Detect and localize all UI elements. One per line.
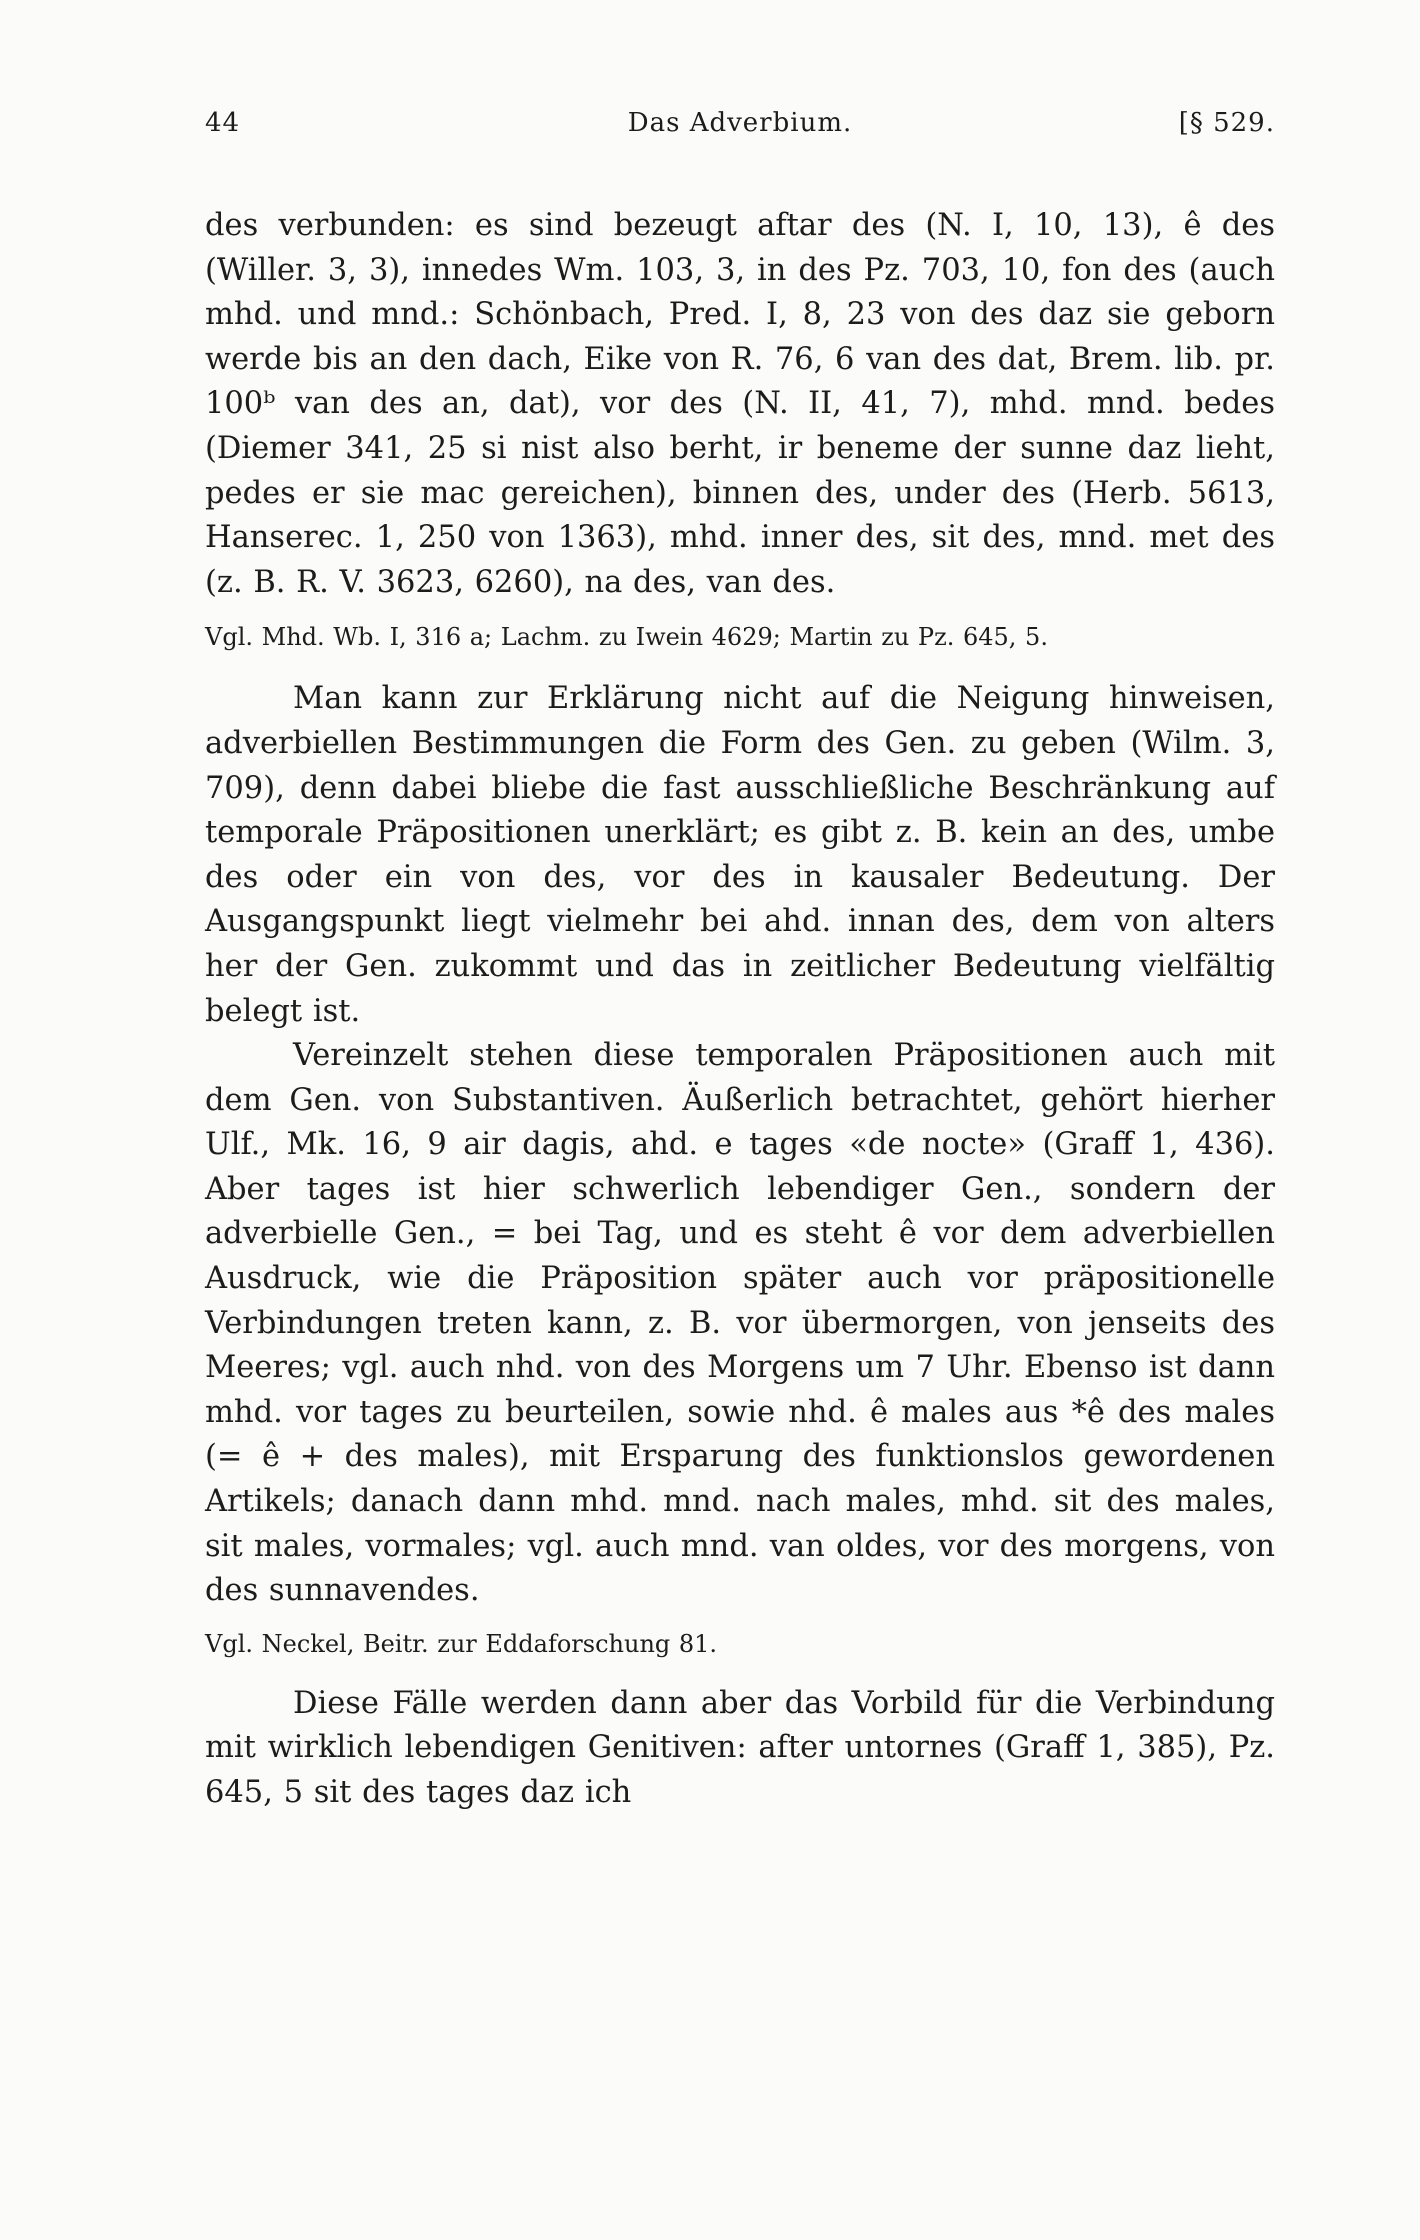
body-text [205, 204, 1275, 1816]
section-reference: [§ 529. [1178, 108, 1275, 138]
running-head [205, 108, 1275, 148]
paragraph-substantives: Vereinzelt stehen diese temporalen Präpositionen auch mit dem Gen. von Substantiven. Äußerlich betrachtet, gehört hierher Ulf., Mk. 16, 9 air dagis, ahd. e tages «de nocte» (Graff 1, 436). Aber tages ist hier schwerlich lebendiger Gen., sondern der adverbielle Gen., = bei Tag, und es steht ê vor dem adverbiellen Ausdruck, wie die Präposition später auch vor präpositionelle Verbindungen treten kann, z. B. vor übermorgen, von jenseits des Meeres; vgl. auch nhd. von des Morgens um 7 Uhr. Ebenso ist dann mhd. vor tages zu beurteilen, sowie nhd. ê males aus *ê des males (= ê + des males), mit Ersparung des funktionslos gewordenen Artikels; danach dann mhd. mnd. nach males, mhd. sit des males, sit males, vormales; vgl. auch mnd. van oldes, vor des morgens, von des sunnavendes. [205, 1038, 1275, 1609]
paragraph-explanation: Man kann zur Erklärung nicht auf die Neigung hinweisen, adverbiellen Bestimmungen die Form des Gen. zu geben (Wilm. 3, 709), denn dabei bliebe die fast ausschließliche Beschränkung auf temporale Präpositionen unerklärt; es gibt z. B. kein an des, umbe des oder ein von des, vor des in kausaler Bedeutung. Der Ausgangspunkt liegt vielmehr bei ahd. innan des, dem von alters her der Gen. zukommt und das in zeitlicher Bedeutung vielfältig belegt ist. [205, 681, 1275, 1029]
paragraph-continuation: des verbunden: es sind bezeugt aftar des (N. I, 10, 13), ê des (Willer. 3, 3), innedes Wm. 103, 3, in des Pz. 703, 10, fon des (auch mhd. und mnd.: Schönbach, Pred. I, 8, 23 von des daz sie geborn werde bis an den dach, Eike von R. 76, 6 van des dat, Brem. lib. pr. 100ᵇ van des an, dat), vor des (N. II, 41, 7), mhd. mnd. bedes (Diemer 341, 25 si nist also berht, ir beneme der sunne daz lieht, pedes er sie mac gereichen), binnen des, under des (Herb. 5613, Hanserec. 1, 250 von 1363), mhd. inner des, sit des, mnd. met des (z. B. R. V. 3623, 6260), na des, van des. [205, 208, 1275, 600]
reference-note-neckel: Vgl. Neckel, Beitr. zur Eddaforschung 81. [205, 1629, 718, 1658]
page-number: 44 [205, 108, 241, 138]
running-title: Das Adverbium. [627, 108, 853, 138]
paragraph-genitives: Diese Fälle werden dann aber das Vorbild für die Verbindung mit wirklich lebendigen Genitiven: after untornes (Graff 1, 385), Pz. 645, 5 sit des tages daz ich [205, 1685, 1275, 1810]
reference-note: Vgl. Mhd. Wb. I, 316 a; Lachm. zu Iwein 4629; Martin zu Pz. 645, 5. [205, 623, 1048, 652]
